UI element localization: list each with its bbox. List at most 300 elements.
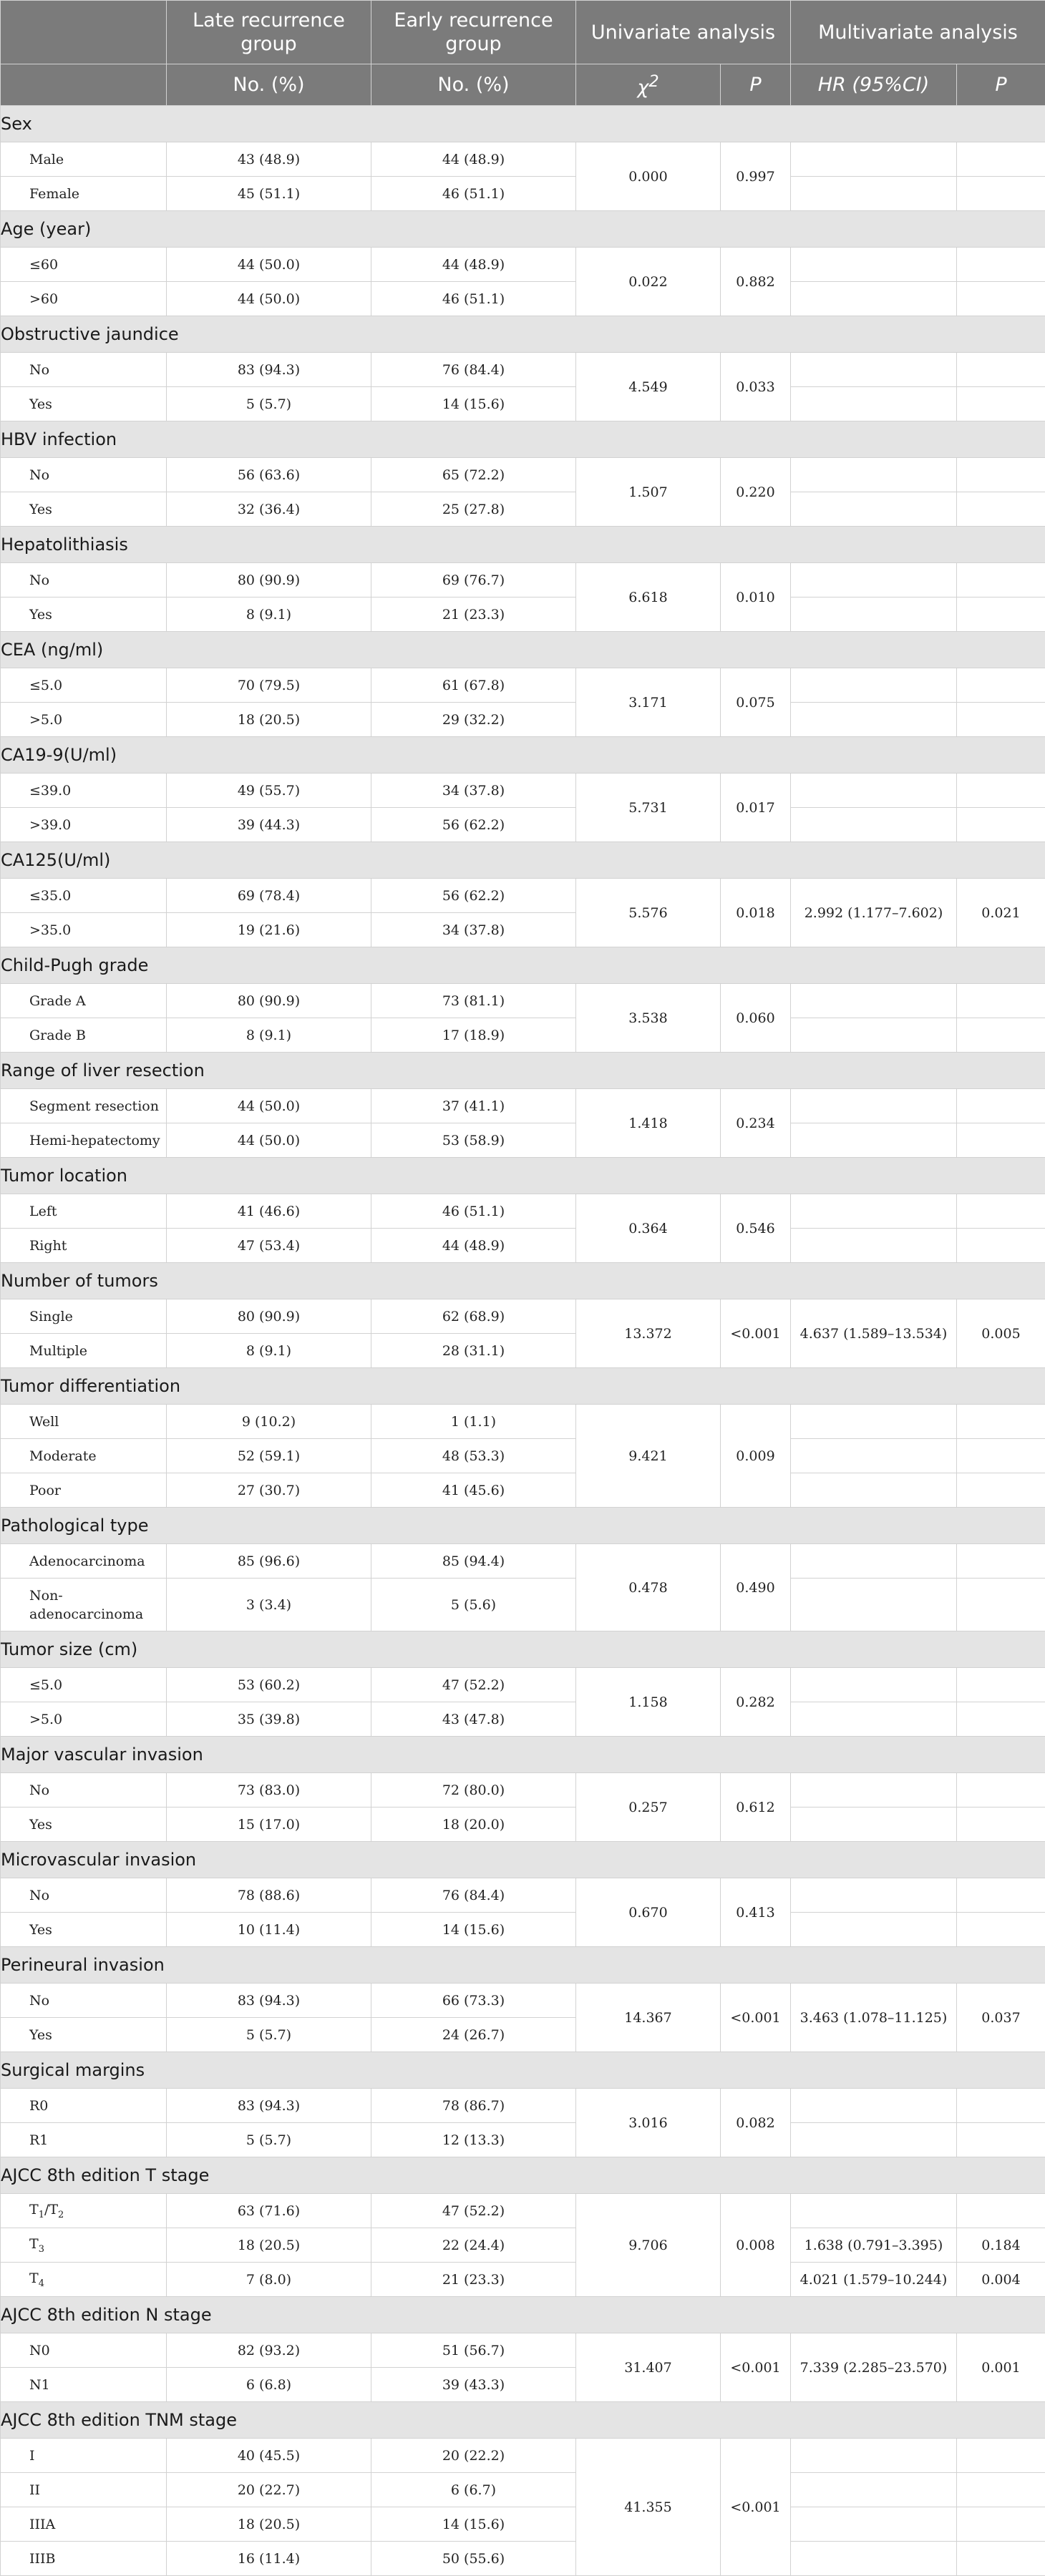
hr-value: 4.637 (1.589–13.534) [791,1299,957,1368]
section-title: Perineural invasion [1,1947,1045,1984]
chi2-value: 14.367 [576,1984,721,2052]
section-title: AJCC 8th edition N stage [1,2297,1045,2333]
section-row [1,421,1045,458]
row-label: >5.0 [1,1702,167,1737]
row-label: IIIB [1,2542,167,2576]
p-univariate-value: <0.001 [721,2333,791,2402]
late-count-cell: 44 (50.0) [167,282,371,316]
row-label: No [1,353,167,387]
table-row [1,668,1045,703]
p-multivariate-value [957,458,1045,492]
hr-value [791,984,957,1018]
late-count-cell: 44 (50.0) [167,248,371,282]
section-title: CA19-9(U/ml) [1,737,1045,774]
row-label: Yes [1,492,167,527]
section-title: AJCC 8th edition T stage [1,2157,1045,2194]
row-label: Multiple [1,1334,167,1368]
early-count-cell: 65 (72.2) [371,458,576,492]
early-count-cell: 24 (26.7) [371,2018,576,2052]
section-row [1,1368,1045,1405]
early-count-cell: 21 (23.3) [371,597,576,632]
row-label: Segment resection [1,1089,167,1123]
hr-value [791,668,957,703]
section-title: Surgical margins [1,2052,1045,2089]
row-label: ≤35.0 [1,879,167,913]
header-multivariate: Multivariate analysis [791,1,1045,64]
header-p-univariate: P [721,64,791,106]
late-count-cell: 63 (71.6) [167,2194,371,2228]
chi2-value: 13.372 [576,1299,721,1368]
late-count-cell: 73 (83.0) [167,1773,371,1807]
row-label: N0 [1,2333,167,2368]
table-row [1,1229,1045,1263]
late-count-cell: 5 (5.7) [167,2123,371,2157]
table-row [1,563,1045,597]
row-label: Adenocarcinoma [1,1544,167,1579]
hr-value [791,1544,957,1579]
p-univariate-value: <0.001 [721,1299,791,1368]
p-multivariate-value [957,2542,1045,2576]
p-univariate-value: 0.546 [721,1194,791,1263]
table-row [1,2263,1045,2297]
p-univariate-value: 0.082 [721,2089,791,2157]
table-row [1,1913,1045,1947]
table-row [1,2089,1045,2123]
p-univariate-value: 0.612 [721,1773,791,1842]
hr-value [791,353,957,387]
chi2-value: 0.364 [576,1194,721,1263]
p-univariate-value: 0.490 [721,1544,791,1631]
chi2-value: 0.257 [576,1773,721,1842]
row-label: >60 [1,282,167,316]
table-row [1,1579,1045,1631]
hr-value [791,1089,957,1123]
p-multivariate-value [957,1878,1045,1913]
late-count-cell: 35 (39.8) [167,1702,371,1737]
p-univariate-value: 0.882 [721,248,791,316]
row-label: >5.0 [1,703,167,737]
chi2-value: 4.549 [576,353,721,421]
p-multivariate-value: 0.021 [957,879,1045,947]
p-multivariate-value [957,597,1045,632]
p-multivariate-value [957,2473,1045,2507]
p-univariate-value: 0.018 [721,879,791,947]
p-multivariate-value [957,774,1045,808]
p-univariate-value: 0.010 [721,563,791,632]
row-label: Right [1,1229,167,1263]
p-multivariate-value [957,2439,1045,2473]
late-count-cell: 80 (90.9) [167,563,371,597]
chi2-value: 0.000 [576,142,721,211]
chi2-value: 1.158 [576,1668,721,1737]
p-univariate-value: <0.001 [721,1984,791,2052]
table-row [1,2333,1045,2368]
hr-value [791,387,957,421]
section-row [1,1842,1045,1878]
hr-value: 3.463 (1.078–11.125) [791,1984,957,2052]
late-count-cell: 39 (44.3) [167,808,371,842]
hr-value [791,142,957,177]
p-multivariate-value [957,387,1045,421]
row-label: ≤60 [1,248,167,282]
row-label: No [1,458,167,492]
section-row [1,1053,1045,1089]
late-count-cell: 16 (11.4) [167,2542,371,2576]
table-body [1,106,1045,2576]
table-row [1,1123,1045,1158]
late-count-cell: 32 (36.4) [167,492,371,527]
header-chi2 [576,64,721,106]
early-count-cell: 73 (81.1) [371,984,576,1018]
table-row [1,2507,1045,2542]
table-row [1,1544,1045,1579]
section-row [1,737,1045,774]
p-multivariate-value [957,1773,1045,1807]
p-multivariate-value [957,282,1045,316]
section-row [1,1631,1045,1668]
section-row [1,106,1045,142]
section-row [1,1947,1045,1984]
stage-subscript: 1 [39,2209,44,2220]
p-multivariate-value [957,563,1045,597]
hr-value [791,2542,957,2576]
row-label: Well [1,1405,167,1439]
stage-subscript: 3 [39,2243,44,2254]
p-multivariate-value [957,984,1045,1018]
p-multivariate-value: 0.004 [957,2263,1045,2297]
row-label: Yes [1,597,167,632]
late-count-cell: 6 (6.8) [167,2368,371,2402]
late-count-cell: 27 (30.7) [167,1473,371,1508]
early-count-cell: 18 (20.0) [371,1807,576,1842]
late-count-cell: 10 (11.4) [167,1913,371,1947]
row-label: >35.0 [1,913,167,947]
early-count-cell: 21 (23.3) [371,2263,576,2297]
early-count-cell: 43 (47.8) [371,1702,576,1737]
early-count-cell: 46 (51.1) [371,282,576,316]
early-count-cell: 41 (45.6) [371,1473,576,1508]
early-count-cell: 85 (94.4) [371,1544,576,1579]
p-multivariate-value [957,2123,1045,2157]
early-count-cell: 56 (62.2) [371,808,576,842]
section-title: Major vascular invasion [1,1737,1045,1773]
p-multivariate-value [957,2089,1045,2123]
row-label: Male [1,142,167,177]
hr-value [791,1702,957,1737]
p-univariate-value: 0.060 [721,984,791,1053]
p-multivariate-value [957,177,1045,211]
late-count-cell: 40 (45.5) [167,2439,371,2473]
early-count-cell: 14 (15.6) [371,387,576,421]
table-row [1,1878,1045,1913]
chi2-value: 0.022 [576,248,721,316]
chi2-value: 31.407 [576,2333,721,2402]
early-count-cell: 14 (15.6) [371,1913,576,1947]
p-multivariate-value [957,1579,1045,1631]
p-multivariate-value [957,248,1045,282]
row-label: Grade A [1,984,167,1018]
p-multivariate-value [957,2194,1045,2228]
hr-value [791,282,957,316]
row-label: No [1,1984,167,2018]
p-univariate-value: 0.033 [721,353,791,421]
hr-value [791,808,957,842]
p-univariate-value: 0.009 [721,1405,791,1508]
table-row [1,2228,1045,2263]
chi2-value: 6.618 [576,563,721,632]
chi2-value: 0.478 [576,1544,721,1631]
early-count-cell: 53 (58.9) [371,1123,576,1158]
row-label: ≤5.0 [1,668,167,703]
table-row [1,774,1045,808]
hr-value [791,458,957,492]
row-label: R1 [1,2123,167,2157]
table-row [1,1299,1045,1334]
p-univariate-value: <0.001 [721,2439,791,2576]
early-count-cell: 69 (76.7) [371,563,576,597]
chi2-value: 1.507 [576,458,721,527]
row-label: Hemi-hepatectomy [1,1123,167,1158]
row-label: No [1,1773,167,1807]
hr-value [791,1878,957,1913]
table-row [1,984,1045,1018]
early-count-cell: 34 (37.8) [371,913,576,947]
table-row [1,1089,1045,1123]
early-count-cell: 46 (51.1) [371,1194,576,1229]
hr-value [791,2123,957,2157]
section-row [1,1737,1045,1773]
p-univariate-value: 0.997 [721,142,791,211]
hr-value [791,774,957,808]
section-title: Tumor size (cm) [1,1631,1045,1668]
section-title: HBV infection [1,421,1045,458]
hr-value [791,1579,957,1631]
early-count-cell: 72 (80.0) [371,1773,576,1807]
p-univariate-value: 0.075 [721,668,791,737]
late-count-cell: 69 (78.4) [167,879,371,913]
p-multivariate-value [957,808,1045,842]
table-row [1,1702,1045,1737]
table-row [1,458,1045,492]
early-count-cell: 22 (24.4) [371,2228,576,2263]
early-count-cell: 29 (32.2) [371,703,576,737]
late-count-cell: 19 (21.6) [167,913,371,947]
early-count-cell: 28 (31.1) [371,1334,576,1368]
hr-value [791,1439,957,1473]
late-count-cell: 18 (20.5) [167,703,371,737]
early-count-cell: 6 (6.7) [371,2473,576,2507]
p-multivariate-value [957,703,1045,737]
section-row [1,527,1045,563]
stage-subscript: 4 [39,2278,44,2288]
late-count-cell: 18 (20.5) [167,2228,371,2263]
late-count-cell: 80 (90.9) [167,984,371,1018]
late-count-cell: 5 (5.7) [167,2018,371,2052]
hr-value [791,2194,957,2228]
table-row [1,1668,1045,1702]
p-multivariate-value: 0.037 [957,1984,1045,2052]
early-count-cell: 44 (48.9) [371,248,576,282]
late-count-cell: 83 (94.3) [167,2089,371,2123]
section-row [1,1158,1045,1194]
row-label: $T_3$ [1,2228,167,2263]
chi2-superscript: 2 [648,72,658,91]
p-multivariate-value [957,1913,1045,1947]
table-row [1,142,1045,177]
row-label: Grade B [1,1018,167,1053]
table-row [1,492,1045,527]
stage-subscript: 2 [58,2209,64,2220]
header-univariate: Univariate analysis [576,1,791,64]
row-label: Yes [1,1913,167,1947]
row-label: IIIA [1,2507,167,2542]
table-row [1,177,1045,211]
late-count-cell: 82 (93.2) [167,2333,371,2368]
section-title: Age (year) [1,211,1045,248]
row-label: I [1,2439,167,2473]
table-row [1,1773,1045,1807]
row-label: II [1,2473,167,2507]
late-count-cell: 8 (9.1) [167,1018,371,1053]
section-title: Microvascular invasion [1,1842,1045,1878]
late-count-cell: 9 (10.2) [167,1405,371,1439]
early-count-cell: 47 (52.2) [371,2194,576,2228]
early-count-cell: 44 (48.9) [371,142,576,177]
hr-value [791,492,957,527]
table-row [1,1473,1045,1508]
row-label: ≤39.0 [1,774,167,808]
section-row [1,211,1045,248]
early-count-cell: 50 (55.6) [371,2542,576,2576]
row-label: Female [1,177,167,211]
late-count-cell: 7 (8.0) [167,2263,371,2297]
header-blank-2 [1,64,167,106]
table-row [1,808,1045,842]
chi2-value: 3.016 [576,2089,721,2157]
late-count-cell: 5 (5.7) [167,387,371,421]
p-multivariate-value [957,1018,1045,1053]
row-label: Left [1,1194,167,1229]
section-title: Child-Pugh grade [1,947,1045,984]
table-row [1,597,1045,632]
section-row [1,1263,1045,1299]
late-count-cell: 53 (60.2) [167,1668,371,1702]
late-count-cell: 44 (50.0) [167,1123,371,1158]
header-early-group: Early recurrence group [371,1,576,64]
hr-value: 2.992 (1.177–7.602) [791,879,957,947]
row-label: N1 [1,2368,167,2402]
header-late-group: Late recurrence group [167,1,371,64]
section-title: CEA (ng/ml) [1,632,1045,668]
early-count-cell: 5 (5.6) [371,1579,576,1631]
late-count-cell: 70 (79.5) [167,668,371,703]
table-row [1,2473,1045,2507]
section-row [1,2402,1045,2439]
chi2-value: 5.731 [576,774,721,842]
row-label: $T_1/T_2$ [1,2194,167,2228]
hr-value [791,1807,957,1842]
p-multivariate-value [957,1473,1045,1508]
late-count-cell: 15 (17.0) [167,1807,371,1842]
chi2-value: 0.670 [576,1878,721,1947]
chi2-value: 3.171 [576,668,721,737]
late-count-cell: 45 (51.1) [167,177,371,211]
early-count-cell: 14 (15.6) [371,2507,576,2542]
section-row [1,842,1045,879]
hr-value [791,248,957,282]
table-row [1,1439,1045,1473]
hr-value [791,563,957,597]
header-no-pct-early: No. (%) [371,64,576,106]
hr-value [791,1229,957,1263]
p-multivariate-value [957,353,1045,387]
header-row-1 [1,1,1045,64]
p-multivariate-value [957,1089,1045,1123]
chi2-value: 1.418 [576,1089,721,1158]
header-no-pct-late: No. (%) [167,64,371,106]
section-title: Hepatolithiasis [1,527,1045,563]
row-label: R0 [1,2089,167,2123]
row-label: >39.0 [1,808,167,842]
row-label: Yes [1,2018,167,2052]
early-count-cell: 47 (52.2) [371,1668,576,1702]
table-row [1,1984,1045,2018]
p-multivariate-value [957,1405,1045,1439]
row-label: No [1,1878,167,1913]
late-count-cell: 44 (50.0) [167,1089,371,1123]
early-count-cell: 76 (84.4) [371,353,576,387]
chi2-value: 9.706 [576,2194,721,2297]
section-row [1,2157,1045,2194]
early-count-cell: 76 (84.4) [371,1878,576,1913]
hr-value [791,1123,957,1158]
hr-value [791,1473,957,1508]
section-row [1,1508,1045,1544]
p-multivariate-value [957,492,1045,527]
early-count-cell: 46 (51.1) [371,177,576,211]
p-multivariate-value [957,2507,1045,2542]
row-label: Yes [1,387,167,421]
p-multivariate-value: 0.001 [957,2333,1045,2402]
section-row [1,316,1045,353]
early-count-cell: 66 (73.3) [371,1984,576,2018]
row-label: Poor [1,1473,167,1508]
table-row [1,2542,1045,2576]
p-multivariate-value [957,1807,1045,1842]
table-row [1,703,1045,737]
table-row [1,387,1045,421]
hr-value [791,703,957,737]
hr-value [791,177,957,211]
late-count-cell: 49 (55.7) [167,774,371,808]
row-label: No [1,563,167,597]
hr-value: 1.638 (0.791–3.395) [791,2228,957,2263]
row-label: Single [1,1299,167,1334]
table-row [1,1194,1045,1229]
early-count-cell: 62 (68.9) [371,1299,576,1334]
late-count-cell: 43 (48.9) [167,142,371,177]
early-count-cell: 61 (67.8) [371,668,576,703]
p-multivariate-value: 0.184 [957,2228,1045,2263]
table-row [1,1807,1045,1842]
section-title: Tumor location [1,1158,1045,1194]
p-univariate-value: 0.282 [721,1668,791,1737]
section-title: AJCC 8th edition TNM stage [1,2402,1045,2439]
table-row [1,353,1045,387]
early-count-cell: 78 (86.7) [371,2089,576,2123]
table-row [1,248,1045,282]
late-count-cell: 80 (90.9) [167,1299,371,1334]
